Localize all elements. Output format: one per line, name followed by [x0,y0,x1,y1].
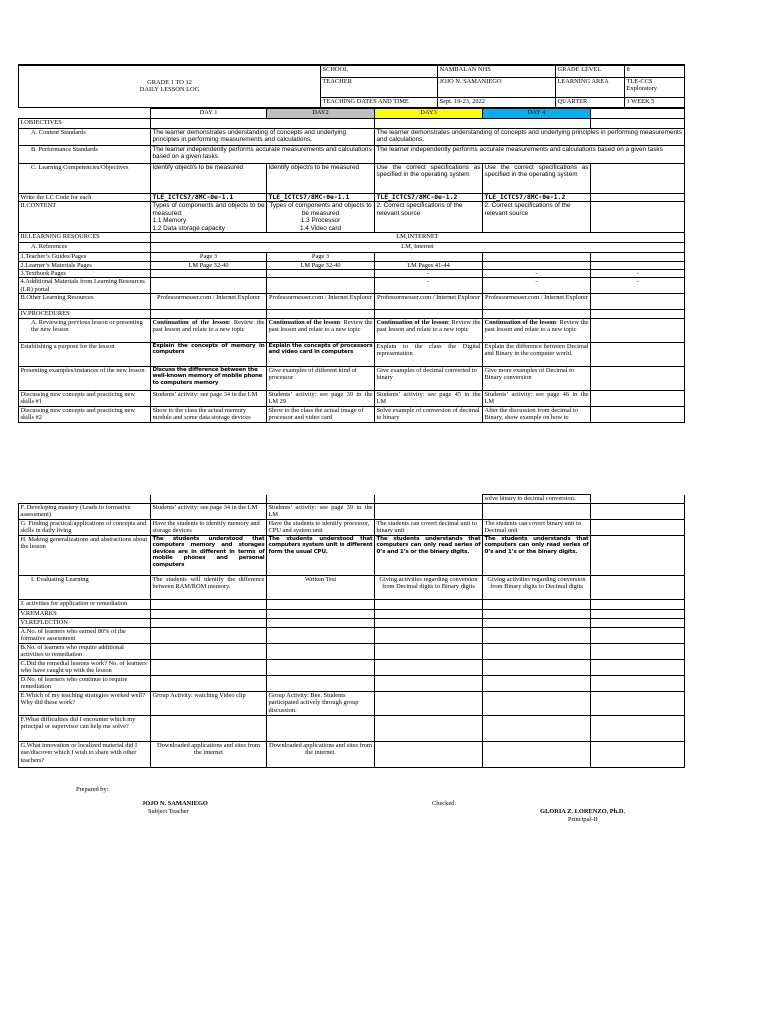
content-day2-item: 1.3 Processor [300,217,341,225]
content-standards-label: A. Content Standards [19,129,151,146]
textbook-day3: - [375,269,483,277]
examples-day1: Discuss the difference between the well-known memory of mobile phone to computers memory [151,366,267,390]
textbook-extra: - [591,269,685,277]
purpose-day1: Explain the concepts of memory in computers [151,342,267,366]
competency-day3: Use the correct specifications as specified in the operating system [375,164,483,194]
generalizations-day3: The students understands that computers can only read series of 0’s and 1’s or the binary digits. [375,536,483,576]
reflection-c-label: C.Did the remedial lessons work? No. of learners who have caught up with the lesson [19,660,151,676]
prepared-by-label: Prepared by: [76,786,109,793]
textbook-day4: - [483,269,591,277]
principal-signature-name: GLORIA Z. LORENZO, Ph.D. [540,808,626,815]
mastery-day1: Students’ activity: see page 34 in the LM [151,504,267,520]
continuation-label: Continuation of the lesson [268,318,340,326]
procedures-label: IV.PROCEDURES [19,310,151,318]
purpose-label: Establishing a purpose for the lesson [19,342,151,366]
practical-label: G. Finding practical/applications of concepts and skills in daily living [19,520,151,536]
dates-value: Sept. 19-23, 2022 [438,97,556,107]
practical-day1: Have the students to identify memory and storage devices [151,520,267,536]
reflection-f-label: F.What difficulties did I encounter which my principal or supervisor can help me solve? [19,716,151,742]
reviewing-day4-text: Review the past lesson and relate to a new topic [484,318,589,334]
content-day1 [151,202,267,233]
content-day2 [267,202,375,233]
purpose-day3: Explain to the class the Digital representation [375,342,483,366]
content-standards-left: The learner demonstrates understanding of concepts and underlying principles in performing measurements and calculations. [151,129,375,146]
content-day2-item: 1.4 Video card [299,224,342,232]
references-label: A. References [19,243,151,253]
reflection-e-day2: Group Activity: Bee. Students participated actively through group discussion. [267,692,375,716]
checked-label: Checked: [432,800,457,807]
log-title-cell [19,65,321,107]
discussing2-day4: After the discussion from decimal to Binary, show example on how to [483,406,591,422]
materials-day2: LM Page 32-40 [267,261,375,269]
reviewing-day1-text: Review the past lesson and relate to a new topic [152,318,265,334]
reflection-a-label: A.No. of learners who earned 80% of the formative assessment [19,628,151,644]
day-4-header: DAY 4 [483,109,591,119]
performance-standards-label: B. Performance Standards [19,146,151,164]
day-3-header: DAY3 [375,109,483,119]
reflection-d-label: D.No. of learners who continue to require remediation [19,676,151,692]
reviewing-day3: Continuation of the lesson: Review the past lesson and relate to a new topic [375,318,483,342]
reviewing-label: A. Reviewing previous lesson or presenting the new lesson [19,318,151,342]
competency-day2: Identify object/s to be measured [267,164,375,194]
purpose-day2: Explain the concepts of processors and video card in computers [267,342,375,366]
lc-code-label: Write the LC Code for each [19,194,151,202]
evaluating-day1: The students will identify the difference between RAM/ROM memory. [151,576,267,600]
lesson-table-bottom [18,494,685,768]
reviewing-day3-text: Review the past lesson and relate to a new topic [376,318,481,334]
content-standards-right: The learner demonstrates understanding of concepts and underlying principles in performing measurements and calculations. [375,129,685,146]
additional-activities-label: J. activities for application or remediation [19,600,151,610]
lesson-table-top [18,108,685,423]
continuation-label: Continuation of the lesson [484,318,556,326]
evaluating-day4: Giving activities regarding conversion from Binary digits to Decimal digits [483,576,591,600]
day-2-header: DAY2 [267,109,375,119]
content-day1-item: 1.2 Data storage capacity [152,224,225,232]
textbook-label: 3.Textbook Pages [19,269,151,277]
reflection-g-label: G.What innovation or localized material did I use/discover which I wish to share with other teachers? [19,742,151,768]
content-day1-item: 1.1 Memory [152,217,187,225]
teacher-signature-name: JOJO N. SAMANIEGO [142,800,208,807]
additional-materials-label: 4.Additional Materials from Learning Resources (LR) portal [19,278,151,294]
mastery-label: F. Developing mastery (Leads to formative assessment) [19,504,151,520]
performance-standards-right: The learner independently performs accurate measurements and calculations based on a given tasks [375,146,685,164]
discussing2-day2: Show to the class the actual image of processor and video card [267,406,375,422]
objectives-heading: I.OBJECTIVES [19,119,151,129]
additional-day4: - [483,278,591,294]
resources-label: III.LEARNING RESOURCES [19,233,151,243]
reviewing-day1: Continuation of the lesson: Review the past lesson and relate to a new topic [151,318,267,342]
generalizations-day4: The students understands that computers can only read series of 0’s and 1’s or the binary digits. [483,536,591,576]
generalizations-day2: The students understood that computers system unit is different form the usual CPU. [267,536,375,576]
principal-signature-title: Principal-II [568,816,598,823]
purpose-day4: Explain the difference between Decimal and Binary in the computer world. [483,342,591,366]
mastery-day2: Students’ activity: see page 39 in the LM [268,504,373,519]
discussing1-day1: Students’ activity: see page 34 in the LM [151,390,267,406]
reflection-g-day2: Downloaded applications and sites from the internet. [267,742,375,768]
competencies-label: C. Learning Competencies/Objectives [19,164,151,194]
examples-day4: Give more examples of Decimal to Binary conversion [483,366,591,390]
content-day3: 2. Correct specifications of the relevant source [375,202,483,233]
content-day2-text: Types of components and objects to be measured [269,202,372,217]
day-1-header: DAY 1 [151,109,267,119]
discussing2-continued: solve binary to decimal conversion. [483,495,591,504]
discussing1-day4: Students’ activity: see page 46 in the LM [484,390,589,406]
reflection-b-label: B.No. of learners who require additional activities to remediation [19,644,151,660]
log-title: DAILY LESSON LOG [139,86,200,94]
resources-value: LM,INTERNET [151,233,685,243]
generalizations-label: H. Making generalizations and abstractions about the lesson [19,536,151,576]
discussing2-day3: Solve example of conversion of decimal to binary [375,406,483,422]
teacher-label: TEACHER [321,77,438,97]
discussing2-label: Discussing new concepts and practicing new skills #2 [19,406,151,422]
teachers-guide-day2: Page 3 [267,253,375,261]
performance-standards-left: The learner independently performs accurate measurements and calculations based on a given tasks [151,146,375,164]
discussing1-label: Discussing new concepts and practicing new skills #1 [19,390,151,406]
dates-label: TEACHING DATES AND TIME [321,97,438,107]
references-value: LM, Internet [151,243,685,253]
reflection-label: VI.REFLECTION [19,619,151,628]
remarks-label: V.REMARKS [19,610,151,619]
reflection-g-day1: Downloaded applications and sites from the internet [151,742,267,768]
materials-day1: LM Page 32-40 [151,261,267,269]
discussing2-day1: Show to the class the actual memory module and some data storage devices [151,406,267,422]
examples-day3: Give examples of decimal converted to binary [375,366,483,390]
other-resources-day1: Professormesser.com / Internet Explorer [151,294,267,310]
additional-extra: - [591,278,685,294]
evaluating-label: I. Evaluating Learning [19,576,151,600]
examples-label: Presenting examples/instances of the new lesson [19,366,151,390]
teacher-signature-title: Subject Teacher [148,808,189,815]
generalizations-day1: The students understood that computers memory and storages devices are in different in terms of mobile phones and personal computers [151,536,267,576]
reviewing-day4: Continuation of the lesson: Review the past lesson and relate to a new topic [483,318,591,342]
lc-code-day1: TLE_ICTCS7/8MC-0e-1.1 [151,194,267,202]
other-resources-day3: Professormesser.com / Internet Explorer [375,294,483,310]
other-resources-day2: Professormesser.com / Internet Explorer [267,294,375,310]
lc-code-day4: TLE_ICTCS7/8MC-0e-1.2 [483,194,591,202]
quarter-value: 1 WEEK 5 [625,97,685,107]
continuation-label: Continuation of the lesson [152,318,229,326]
competency-day4: Use the correct specifications as specified in the operating system [483,164,591,194]
reflection-e-day1: Group Activity: watching Video clip [151,692,267,716]
other-resources-day4: Professormesser.com / Internet Explorer [483,294,591,310]
content-day4: 2. Correct specifications of the relevant source [483,202,591,233]
lc-code-day2: TLE_ICTCS7/8MC-0e-1.1 [267,194,375,202]
practical-day2: Have the students to identify processor, CPU and system unit [267,520,375,536]
lc-code-day3: TLE_ICTCS7/8MC-0e-1.2 [375,194,483,202]
school-label: SCHOOL [321,65,438,77]
grade-level-value: 8 [625,65,685,77]
materials-day3: LM Pages 41-44 [375,261,483,269]
teachers-guide-day1: Page 3 [151,253,267,261]
materials-label: 2.Learner’s Materials Pages [19,261,151,269]
grade-range: GRADE 1 TO 12 [147,78,192,86]
header-table [18,64,685,108]
reviewing-day2: Continuation of the lesson: Review the past lesson and relate to a new topic [267,318,375,342]
content-label: II.CONTENT [19,202,151,233]
teacher-value: JOJO N. SAMANIEGO [438,77,556,97]
competency-day1: Identify object/s to be measured [151,164,267,194]
practical-day4: The students can covert binary unit to Decimal unit [483,520,591,536]
quarter-label: QUARTER [556,97,625,107]
grade-level-label: GRADE LEVEL [556,65,625,77]
reviewing-day2-text: Review the past lesson and relate to a new topic [268,318,373,334]
continuation-label: Continuation of the lesson [376,318,448,326]
reflection-e-label: E.Which of my teaching strategies worked well?Why did these work? [19,692,151,716]
evaluating-day3: Giving activities regarding conversion from Decimal digits to Binary digits [375,576,483,600]
school-value: NAMBALAN NHS [438,65,556,77]
discussing1-day3: Students’ activity: see page 45 in the LM [376,390,481,406]
practical-day3: The students can covert decimal unit to binary unit [375,520,483,536]
teachers-guide-label: 1.Teacher’s Guides/Pages [19,253,151,261]
evaluating-day2: Written Test [267,576,375,600]
learning-area-label: LEARNING AREA [556,77,625,97]
learning-area-value: TLE-CCS Exploratory [625,77,685,97]
examples-day2: Give examples of different kind of processor [267,366,375,390]
content-day1-text: Types of components and objects to be measured: [152,202,265,217]
day-header-row [19,109,685,119]
additional-day3: - [375,278,483,294]
other-resources-label: B.Other Learning Resources [19,294,151,310]
discussing1-day2: Students’ activity: see page 39 in the LM 29 [268,390,373,406]
